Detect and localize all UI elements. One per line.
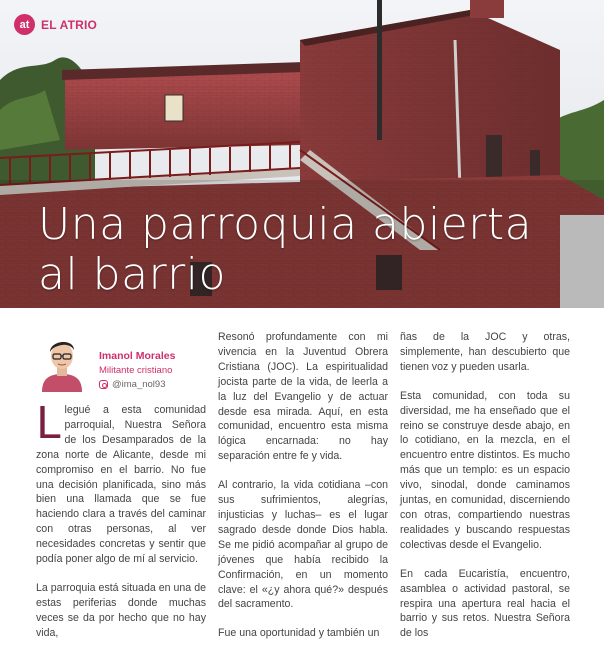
col1-paragraph-1 (36, 398, 206, 567)
col1-paragraph-2: La parroquia está situada en una de estas periferias donde muchas veces se da por hecho que no hay vida, (36, 581, 206, 639)
dropcap: L (36, 398, 61, 449)
section-badge: at (14, 14, 35, 35)
article-title: Una parroquia abierta al barrio (38, 199, 533, 300)
col2-paragraph-1: Resonó profundamente con mi vivencia en la Juventud Obrera Cristiana (JOC). La espiritualidad jocista parte de la vida, de leerla a la luz del Evangelio y de actuar desde esa mirada. Aquí, en esta comunidad, encuentro esta misma lógica encarnada: no hay separación entre fe y vida. (218, 331, 388, 463)
author-block (36, 330, 216, 396)
section-tag (14, 14, 97, 35)
col3-paragraph-3: En cada Eucaristía, encuentro, asamblea o actividad pastoral, se respira una apertura real hacia el barrio y sus retos. Nuestra Señora de los (400, 567, 570, 640)
column-1 (36, 398, 206, 655)
col2-paragraph-2: Al contrario, la vida cotidiana –con sus sufrimientos, alegrías, injusticias y luchas– es el lugar sagrado desde donde Dios habla. Se me pidió acompañar al grupo de jóvenes que había recibido la Confirmación, en un momento clave: el «¿y ahora qué?» después del sacramento. (218, 479, 388, 611)
col3-paragraph-1: ñas de la JOC y otras, simplemente, han descubierto que tienen voz y pueden usarla. (400, 331, 570, 373)
section-label: EL ATRIO (41, 17, 98, 32)
hero-photo (0, 0, 604, 308)
author-handle: @ima_nol93 (112, 379, 166, 390)
col3-paragraph-2: Esta comunidad, con toda su diversidad, me ha enseñado que el reino se construye desde abajo, en lo cotidiano, en la mezcla, en el encuentro entre distintos. Es mucho más que un templo: es un espacio vivo, sinodal, donde caminamos juntas, en comunidad, discerniendo con otras, compartiendo nuestras realidades y buscando respuestas colectivas desde el Evangelio. (400, 389, 570, 551)
instagram-icon (99, 380, 108, 389)
column-3 (400, 330, 570, 655)
col2-paragraph-3: Fue una oportunidad y también un (218, 627, 380, 640)
author-handle-row[interactable] (99, 379, 165, 390)
col1-p1-text: legué a esta comunidad parroquial, Nuestra Señora de los Desamparados de la zona norte de Alicante, desde mi compromiso en el barrio. No fue una decisión planificada, sino más bien una llamada que se fue haciendo clara a través del caminar con otras personas, al ver necesidades concretas y sentir que podía poner algo de mí al servicio. (36, 404, 206, 566)
author-name: Imanol Morales (99, 350, 176, 362)
author-role: Militante cristiano (99, 365, 173, 376)
author-avatar (38, 334, 86, 392)
column-2 (218, 330, 388, 655)
